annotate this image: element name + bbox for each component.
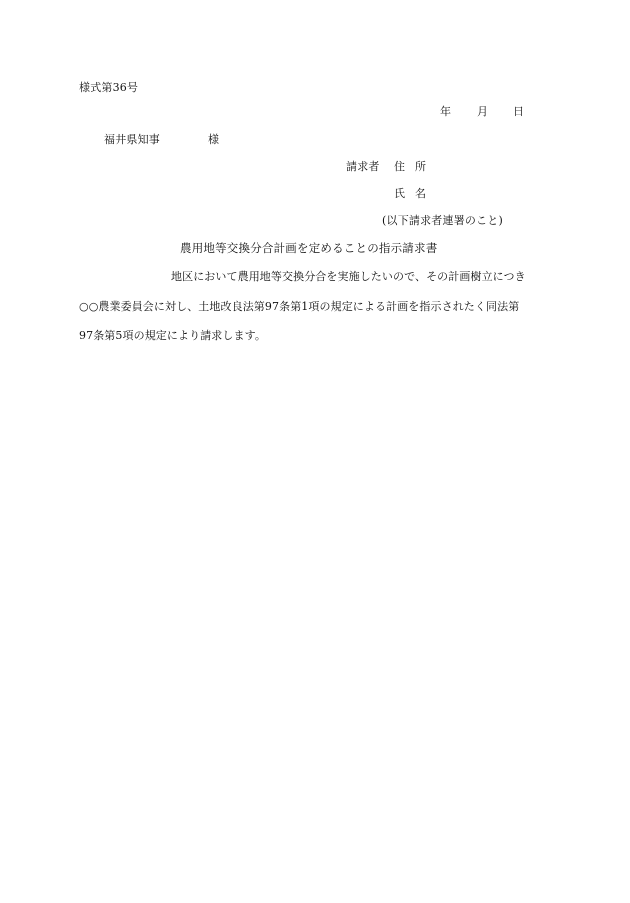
- joint-signature-note: (以下請求者連署のこと): [382, 214, 503, 227]
- addressee-honorific: 様: [208, 133, 220, 146]
- document-title: 農用地等交換分合計画を定めることの指示請求書: [180, 241, 438, 255]
- body-line: 地区において農用地等交換分合を実施したいので、その計画樹立につき: [171, 270, 526, 283]
- date-year-label: 年: [440, 105, 452, 118]
- addressee-name: 福井県知事: [104, 133, 160, 146]
- requester-name-label: 氏名: [394, 187, 436, 200]
- form-number: 様式第36号: [79, 81, 139, 94]
- date-month-label: 月: [477, 105, 489, 118]
- body-line: ○○農業委員会に対し、土地改良法第97条第1項の規定による計画を指示されたく同法第: [79, 300, 520, 313]
- date-day-label: 日: [513, 105, 525, 118]
- body-line: 97条第5項の規定により請求します。: [79, 329, 266, 342]
- requester-label: 請求者: [346, 160, 380, 173]
- requester-address-label: 住所: [394, 160, 436, 173]
